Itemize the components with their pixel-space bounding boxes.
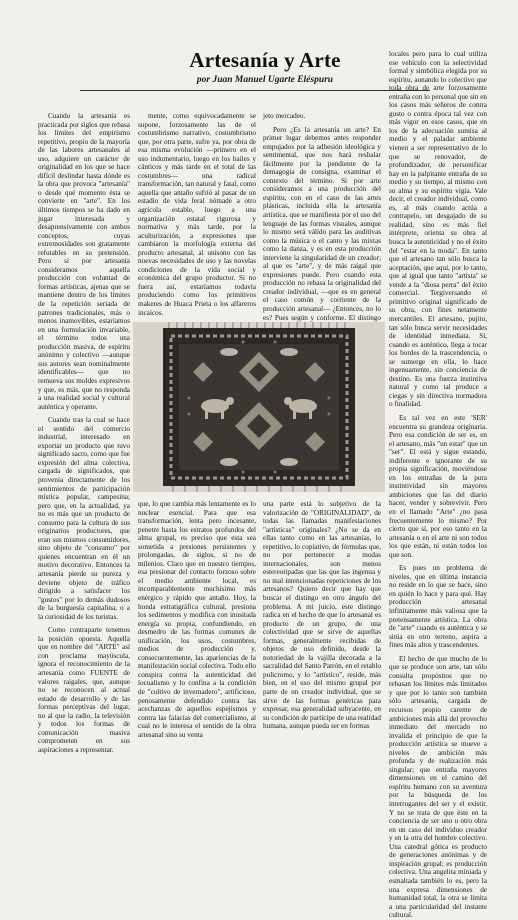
column-2	[138, 112, 256, 317]
column-6	[263, 500, 381, 784]
column-1-paragraph: Cuando tras la cual se hace el sentido del comercio industrial, interesado en exportar un producto que tuvo significado sacro, como que fue expresión del alma colectiva, cargada de significados, que provenía directamente de los sentimientos de participación mística popular, campesina; pero que, en la actualidad, ya no es más que un producto de consumo para la cultura de sus originarios productores, que eran sus mismos consumidores, sino objeto de "consumo" por quienes encuentran en él un motivo decorativo. Entonces la artesanía pierde su pureza y deviene objeto de tráfico dirigido a satisfacer los "gustos" por lo demás dudosos de la burguesía capitalina, o a la curiosidad de los turistas.	[38, 416, 130, 621]
column-5	[138, 500, 256, 784]
column-1-paragraph: Como contraparte tenemos la posición opuesta. Aquella que en nombre del "ARTE" así con proclama mayúscula, ignora el reconocimiento de la artesanía como FUENTE de valores raigales, que, aunque no se reconocen al actual estado de desarrollo y de las formas perceptivas del lugar, no al que la radio, la televisión y todos los formas de comunicación masiva comprometen en sus aspiraciones a representar.	[38, 626, 130, 754]
article-header	[120, 48, 410, 86]
header-divider	[80, 90, 430, 91]
tapestry-image	[133, 322, 385, 492]
column-1	[38, 112, 130, 784]
column-4-paragraph: Es tal vez en este 'SER' encuentra su grandeza originaria. Pero esa condición de ser es, en el artesano, más "un estar" que un "ser". El está y sigue estando, indiferente e ignorante de su propia significación, moviéndose en los entrañas de la pura instintividad sin mayores ambiciones que las del diario hacer, vender y sobrevivir. Pero en el llamado "Arte" ¿no pasa frecuentemente lo mismo? Por cierto que sí, por eso tanto en la artesanía o en el arte ni son todos los que están, ni están todos los que son.	[389, 413, 487, 559]
column-3-paragraph: Pero ¿Es la artesanía un arte? En primer lugar debemos antes responder empujados por la adhesión ideológica y sentimental, que nos hará resbalar fácilmente por la pendiente de la demagogia de consigna, examinar el contexto del término. Si por arte consideramos a una producción del espíritu, con en el caso de las artes plásticas, incluida ella la artesanía artística, que se manifiesta por el uso del lenguaje de las formas visuales, aunque lo mismo será válido para las auditivas como la música o el canto y las mixtas como la danza, y es en esta producción interviene la singularidad de un creador; al que es "arte", y de más raigal que expresiones puede. Pero cuando esta producción no rebasa la originalidad del creador individual, —que es en general el caso común y corriente de la producción artesanal— ¿Entonces, no lo es? Pues según y conforme. El distingo	[263, 125, 381, 322]
column-3	[263, 112, 381, 322]
column-6-paragraph: una parte está lo subjetivo de la valorización de "ORIGINALIDAD", de todas las llamadas manifestaciones "artísticas" originales? ¿No se da en ellas tanto como en las artesanías, lo repetitivo, lo copiativo, de fórmulas que, no por pertenecer a modas internacionales, son menos estereotipadas que las que las ingenua y no mal intencionadas repeticiones de los artesanos? Quiero decir que hay que buscar el distingo en otro ángulo del problema. A mi juicio, este distingo radica en el hecho de que lo artesanal es producto de un grupo, de una colectividad que se sirve de aquellas formas, generalmente recibidas de objetos de uso definido, desde la notoriedad de la vajilla decorada a la sacralidad del Santo Patrón, en el retablo policromo, y lo "artístico", reside, más bien, en el uso del mismo grupal por parte de un creador individual, que se sirve de las formas genéricas para expresar, esa generalidad subyacente, en su condición de partícipe de una realidad humana, aunque pueda ser en formas	[263, 500, 381, 731]
tapestry-photo	[133, 322, 385, 492]
column-4-paragraph: El hecho de que mucho de lo que se produce son arte, tan sólo consulta propósitos que no rebasan los límites más limitados y que por lo tanto son también sólo artesanía, cargada de recursos propio carente de ambiciones más allá del provecho inmediato del mercado no invalida el principio de que la producción artística se mueve a niveles de ambición más profunda y de realización más singular; que entraña mayores dimensiones en el camino del espíritu humano con su aventura por la búsqueda de los interrogantes del ser y el existir. Y no se trata de que éste en la conciencia de ser uno u otro obra en un caso del individuo creador y en la otra del hombre colectivo. Una catedral gótica es producto de generaciones anónimas y de inspiración grupal; es producción colectiva. Una angelita miniada y esmaltada también lo es, pero la una expresa dimensiones de humanidad total, la otra se limita a una particularidad del instante cultural.	[389, 654, 487, 920]
article-title: Artesanía y Arte	[189, 48, 341, 72]
column-4-paragraph: locales pero para lo cual utiliza ese vehículo con la selectividad formal y simbólica elegida por su espíritu, aunando lo colectivo que toda obra de arte forzosamente entraña con lo personal que sin en los casos más señeros de contra gusto o contra época tal vez con más vigor en esos casos, que en los de la adecuación sumisa al medio y el paladar ambiente vienen a ser representativo de lo que se renovador, de profundizador, de personificar hay en la palpitante entraña de su medio y su tiempo, al mismo con su alma y su espíritu vigía. Vale decir, el creador individual, como es, al más cuando actúa a contrapelo, un desgajado de su realidad, sino es más fiel intérprete, orienta su obra al busca la autenticidad y no el éxito del "estar en la moda". En tanto que el artesano tan sólo busca la aceptación, que aquí, por lo tanto, que al igual que tanto "artista" se vende a la "diosa perra" del éxito comercial. Tergiversando el primitivo original significado de su obra, con fines netamente mercantiles. El artesano, pujito, tan sólo busca servir necesidades de identidad inmediata. Si, cuando es auténtico, llega a tocar los bordes de la trascendencia, o se sumerge en ella, lo hace ingenuamente, sin conciencia de destino. Es una fuerza instintiva natural y como tal produce a ciegas y sin directiva normadora o finalidad.	[389, 50, 487, 409]
column-5-paragraph: que, lo que cambia más lentamente es lo nuclear esencial. Para que esa transformación, lenta pero incesante, penetre hasta los estratos profundos del alma grupal, es preciso que esta sea sometida a presiones persistentes y prolongadas, de siglos, si no de milenios. Claro que en nuestro tiempos, esa presionar del contacto forzoso sobre el medio ambiente local, es incomparablemente muchísimo más enérgico y rápido que antaño. Hoy, la honda estratigráfica cultural, presiona los sedimentos y modifica con inusitada energía su propia, confundiendo, en desmedro de las formas comunes de unificación, los usos, costumbres, medios de producción y, consecuentemente, las apariencias de la manifestación social colectiva. Todo ello conspira contra la autenticidad del locualismo y lo confina a la condición de "cultivo de invernadero", artificioso, penosamente defendido contra las acechanzas de aquellos espejismos y contra las falacias del comercialismo, al cual no le interesa el sentido de la obra artesanal sino su venta	[138, 500, 256, 739]
column-3-paragraph: jeto mercadeo.	[263, 112, 306, 120]
column-1-paragraph: Cuando la artesanía es practicada por siglos que rebasa los límites del empirismo repetitivo, propio de la mayoría de las labores artesanales al uso, adquiere un carácter de originalidad en los que se hace difícil deslindar hasta dónde es la obra que provoca "artesanía" o desde qué momento ésta se convierte en "arte". En los últimos tiempos se ha dado en jugar interesada y desaprensivamente con ambos conceptos, cuyas extremosidades son gratamente refutables en su pretensión. Pero si por artesanía consideramos aquella producción con voluntad de formas artísticas, ajenas que se mantiene dentro de los límites de la repetición seriada de patrones tradicionales, más o menos inamovibles, estaríamos en una formulación invariable, el término todos una producción masiva, de espíritu anónimo y colectivo —aunque sus autores sean nominalmente identificables— que no remueva sus moldes expresivos y que, es más, que no responda a una realidad social y cultural auténtica y operante.	[38, 112, 130, 411]
column-2-paragraph: mente, como equivocadamente se supone, forzosamente las de el costumbrismo narrativo, costumbrismo que, por otra parte, sufre ya, por obra de esa misma evolución —primero en el uso indumentario, luego en los bailes y cánticos y más tarde en el total de las costumbres— una radical transformación, tan natural y fatal, como aquella que antaño sufrió al pasar de un estadio de vida feral nómade a otro agrícola estable, luego a una organización estatal rigurosa y normativa y más tarde, por la aculturización, a expresiones que cambiaron la morfología externa del producto artesanal, al unísono con las nuevas necesidades de uso y las novelas condiciones de la vida social y económica del grupo productor. Si no fuera así, estaríamos todavía produciendo como los primitivos makeres de Huaca Prieta o los alfareros incaicos.	[138, 112, 256, 317]
column-4-paragraph: Es pues un problema de niveles, que en última instancia no reside en lo que se hace, sino en quién lo hace y para qué. Hay producción artesanal infinitamente más valiosa que la pretensamente artística. La obra de "arte" cuando es auténtica y se sitúa en otro terreno, aspira a fines más altos y trascendentes.	[389, 564, 487, 650]
article-byline: por Juan Manuel Ugarte Eléspuru	[196, 75, 334, 85]
column-4	[389, 50, 487, 920]
